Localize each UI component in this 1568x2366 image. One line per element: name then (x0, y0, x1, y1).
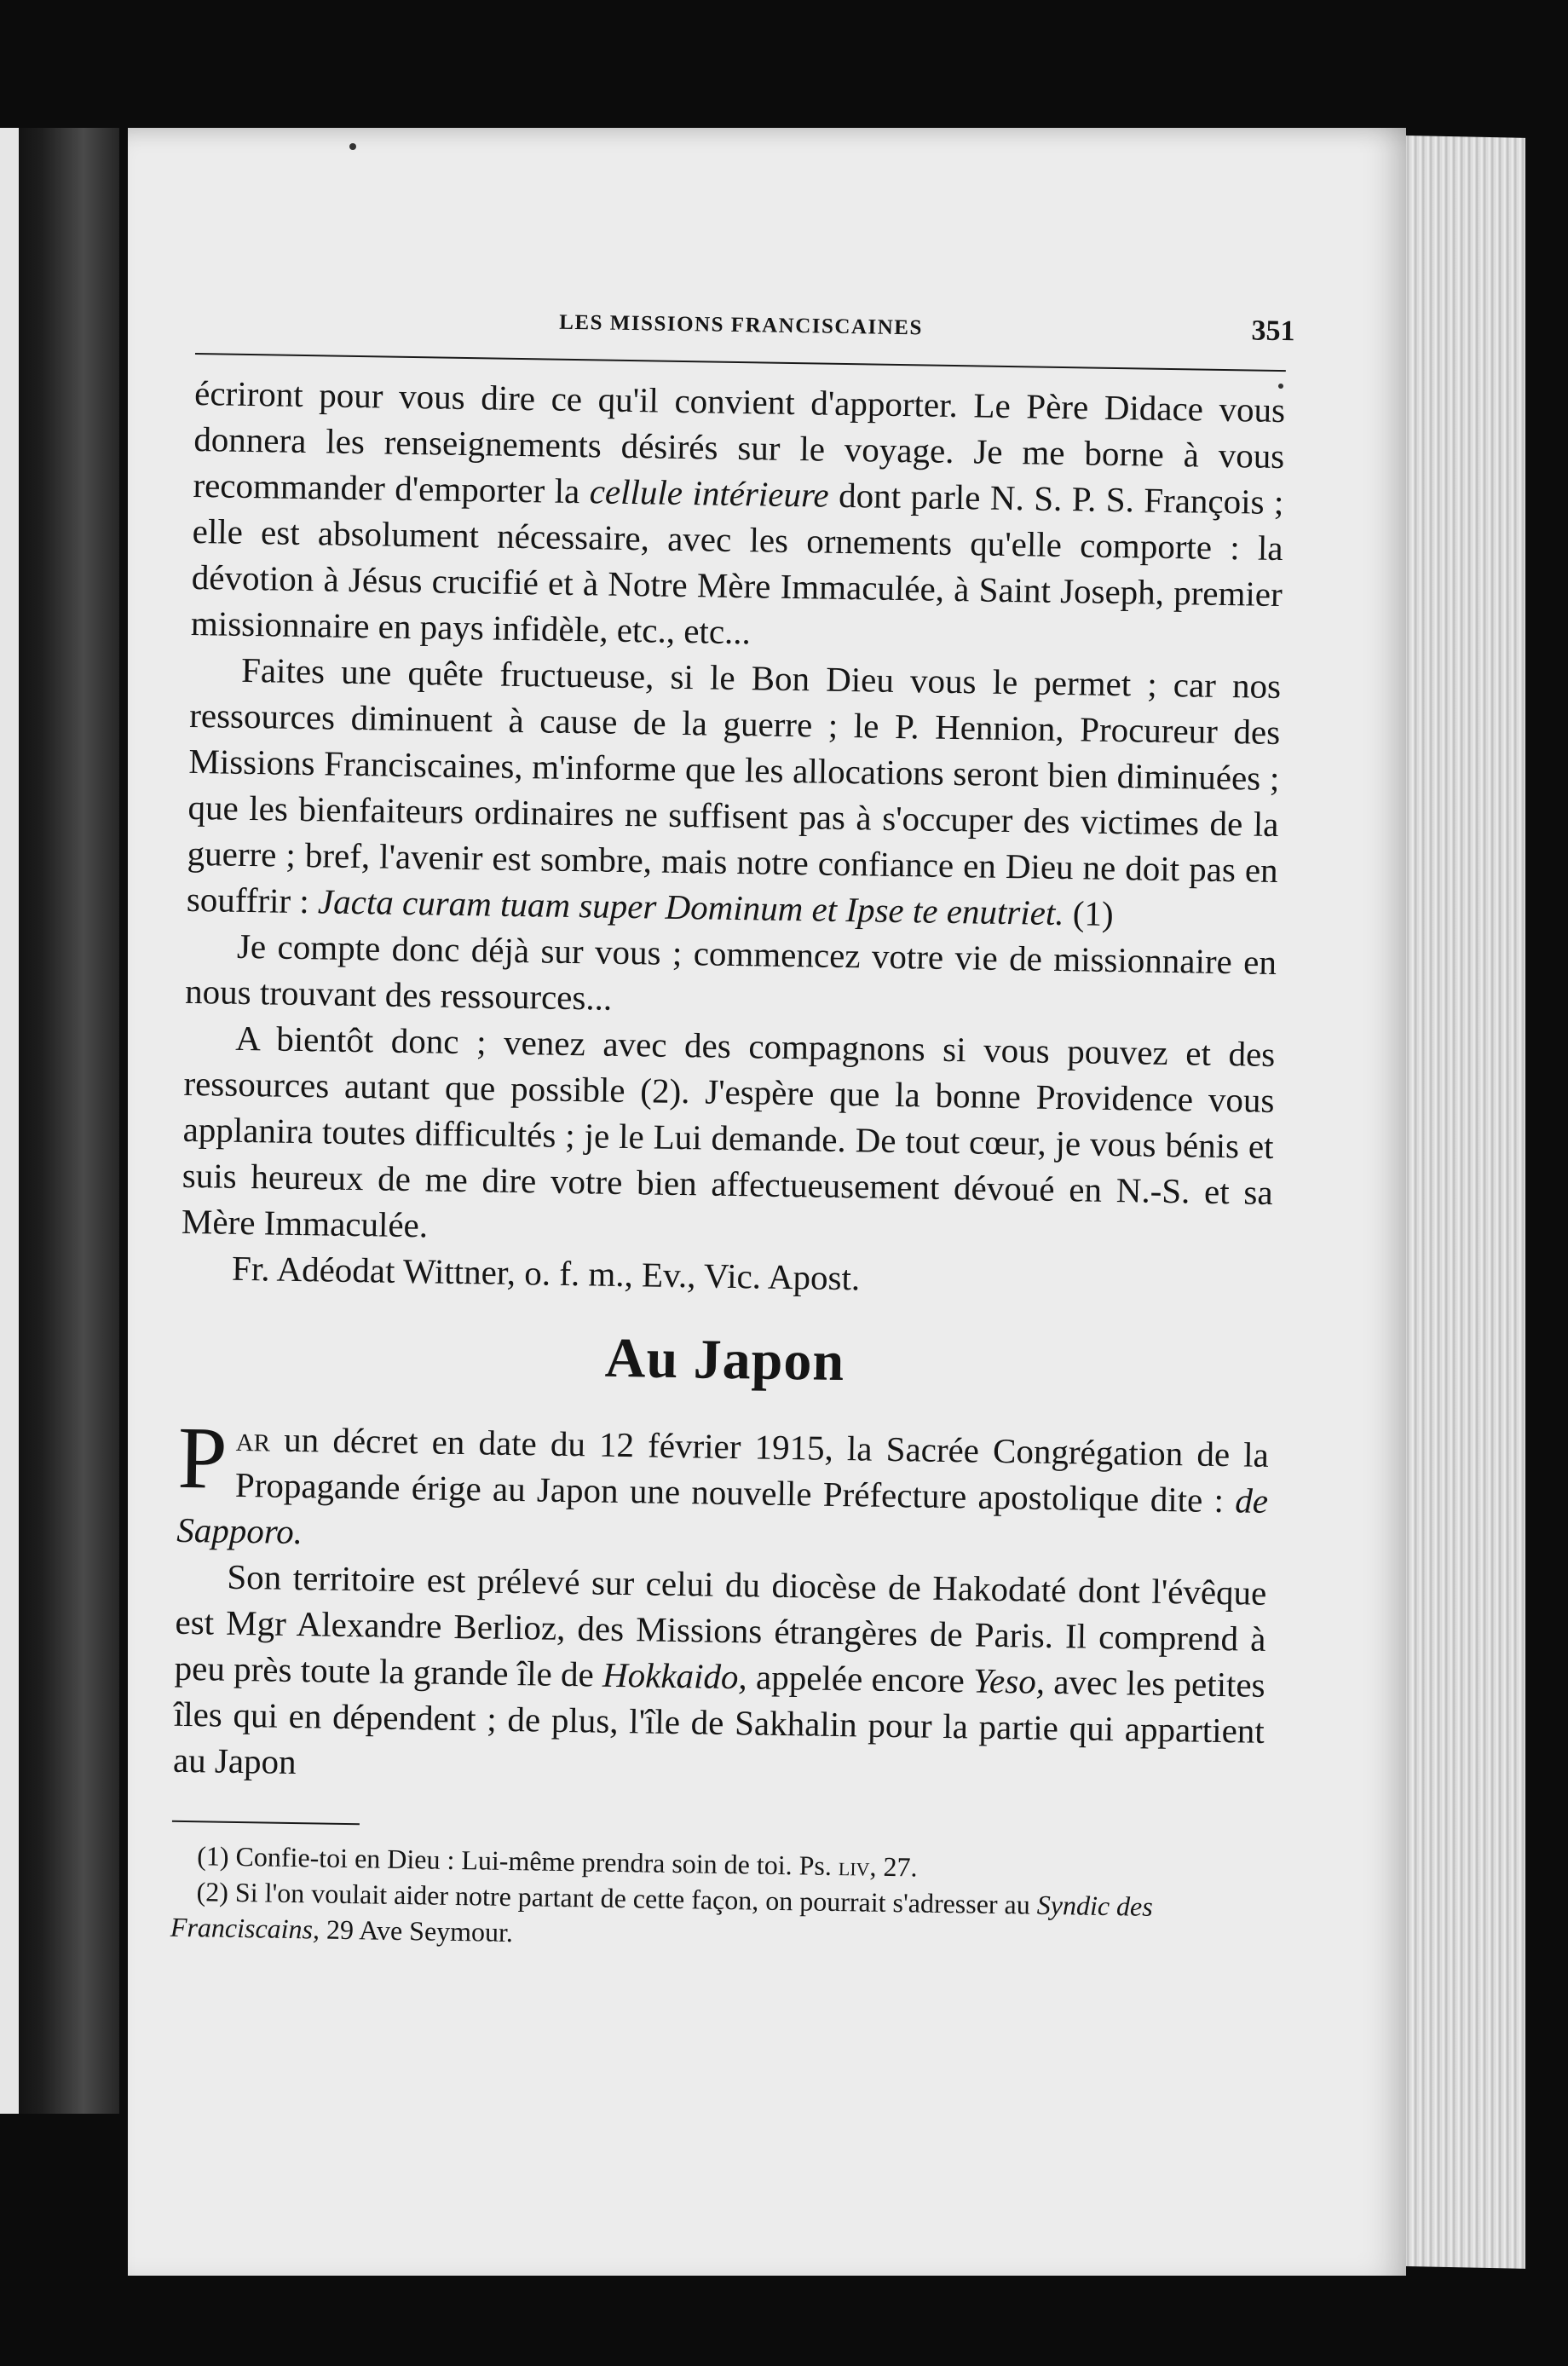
paragraph-2 (187, 646, 1282, 939)
running-head-title: LES MISSIONS FRANCISCAINES (559, 310, 924, 340)
section-paragraph-2 (173, 1553, 1267, 1800)
paragraph-1-text: écriront pour vous dire ce qu'il convient d'apporter. Le Père Didace vous donnera les renseignements désirés sur le voyage. Je me borne à vous recommander d'emporter la (193, 372, 1286, 511)
footnote-1-end: , 27. (869, 1850, 918, 1883)
paragraph-2-italic: Jacta curam tuam super Dominum et Ipse te enutriet. (317, 881, 1064, 933)
left-page-edge (0, 128, 19, 2114)
paragraph-1-italic: cellule intérieure (589, 471, 830, 515)
signature: Fr. Adéodat Wittner, o. f. m., Ev., Vic. Apost. (231, 1248, 861, 1298)
drop-cap: P (176, 1408, 228, 1508)
footnote-2-text: (2) Si l'on voulait aider notre partant de cette façon, on pourrait s'adresser au (196, 1876, 1031, 1920)
place-hokkaido: Hokkaido, (602, 1654, 748, 1697)
section-paragraph-1 (176, 1408, 1270, 1570)
section-paragraph-1-italic: de Sapporo. (176, 1480, 1269, 1552)
print-speck (349, 143, 356, 150)
footnote-1-ref: liv (838, 1850, 870, 1882)
paragraph-1-rest: dont parle N. S. P. S. François ; elle est absolument nécessaire, avec les ornements qu'elle comporte : la dévotion à Jésus crucifié et à Notre Mère Immaculée, à Saint Joseph, premier missionnaire en pays infidèle, etc., etc... (190, 475, 1284, 652)
page-number: 351 (1251, 315, 1295, 348)
place-yeso: Yeso, (972, 1660, 1046, 1701)
footnote-1-text: (1) Confie-toi en Dieu : Lui-même prendra soin de toi. Ps. (197, 1840, 833, 1881)
lead-small-caps: ar (235, 1418, 271, 1459)
footnote-2-italic: Syndic des Franciscains, (170, 1889, 1154, 1945)
section-paragraph-2-b: appelée encore (755, 1657, 966, 1700)
paragraph-2-text: Faites une quête fructueuse, si le Bon Dieu vous le permet ; car nos ressources diminuent à cause de la guerre ; le P. Hennion, Procureur des Missions Franciscaines, m'informe que les allocations seront bien diminuées ; que les bienfaiteurs ordinaires ne suffisent pas à s'occuper des victimes de la guerre ; bref, l'avenir est sombre, mais notre confiance en Dieu ne doit pas en souffrir : (186, 649, 1282, 921)
footnote-rule (172, 1821, 360, 1825)
section-paragraph-1-text: un décret en date du 12 février 1915, la Sacrée Congrégation de la Propagande érige au Japon une nouvelle Préfecture apostolique dite : (234, 1419, 1270, 1521)
footnote-ref-1: (1) (1072, 893, 1114, 933)
section-heading: Au Japon (604, 1326, 845, 1394)
paragraph-3: Je compte donc déjà sur vous ; commencez votre vie de missionnaire en nous trouvant des ressources... (184, 926, 1277, 1018)
section-paragraph-2-c: avec les petites îles qui en dépendent ; de plus, l'île de Sakhalin pour la partie qui appartient au Japon (172, 1662, 1265, 1782)
paragraph-4: A bientôt donc ; venez avec des compagnons si vous pouvez et des ressources autant que possible (2). J'espère que la bonne Providence vous applanira toutes difficultés ; je le Lui demande. De tout cœur, je vous bénis et suis heureux de me dire votre bien affectueusement dévoué en N.-S. et sa Mère Immaculée. (181, 1018, 1276, 1245)
book-page (128, 128, 1406, 2276)
page-content (170, 298, 1295, 1962)
footnote-2-end: 29 Ave Seymour. (326, 1913, 514, 1948)
paragraph-1 (191, 370, 1286, 663)
section-paragraph-2-a: Son territoire est prélevé sur celui du diocèse de Hakodaté dont l'évêque est Mgr Alexandre Berlioz, des Missions étrangères de Paris. Il comprend à peu près toute la grande île de (174, 1556, 1267, 1694)
